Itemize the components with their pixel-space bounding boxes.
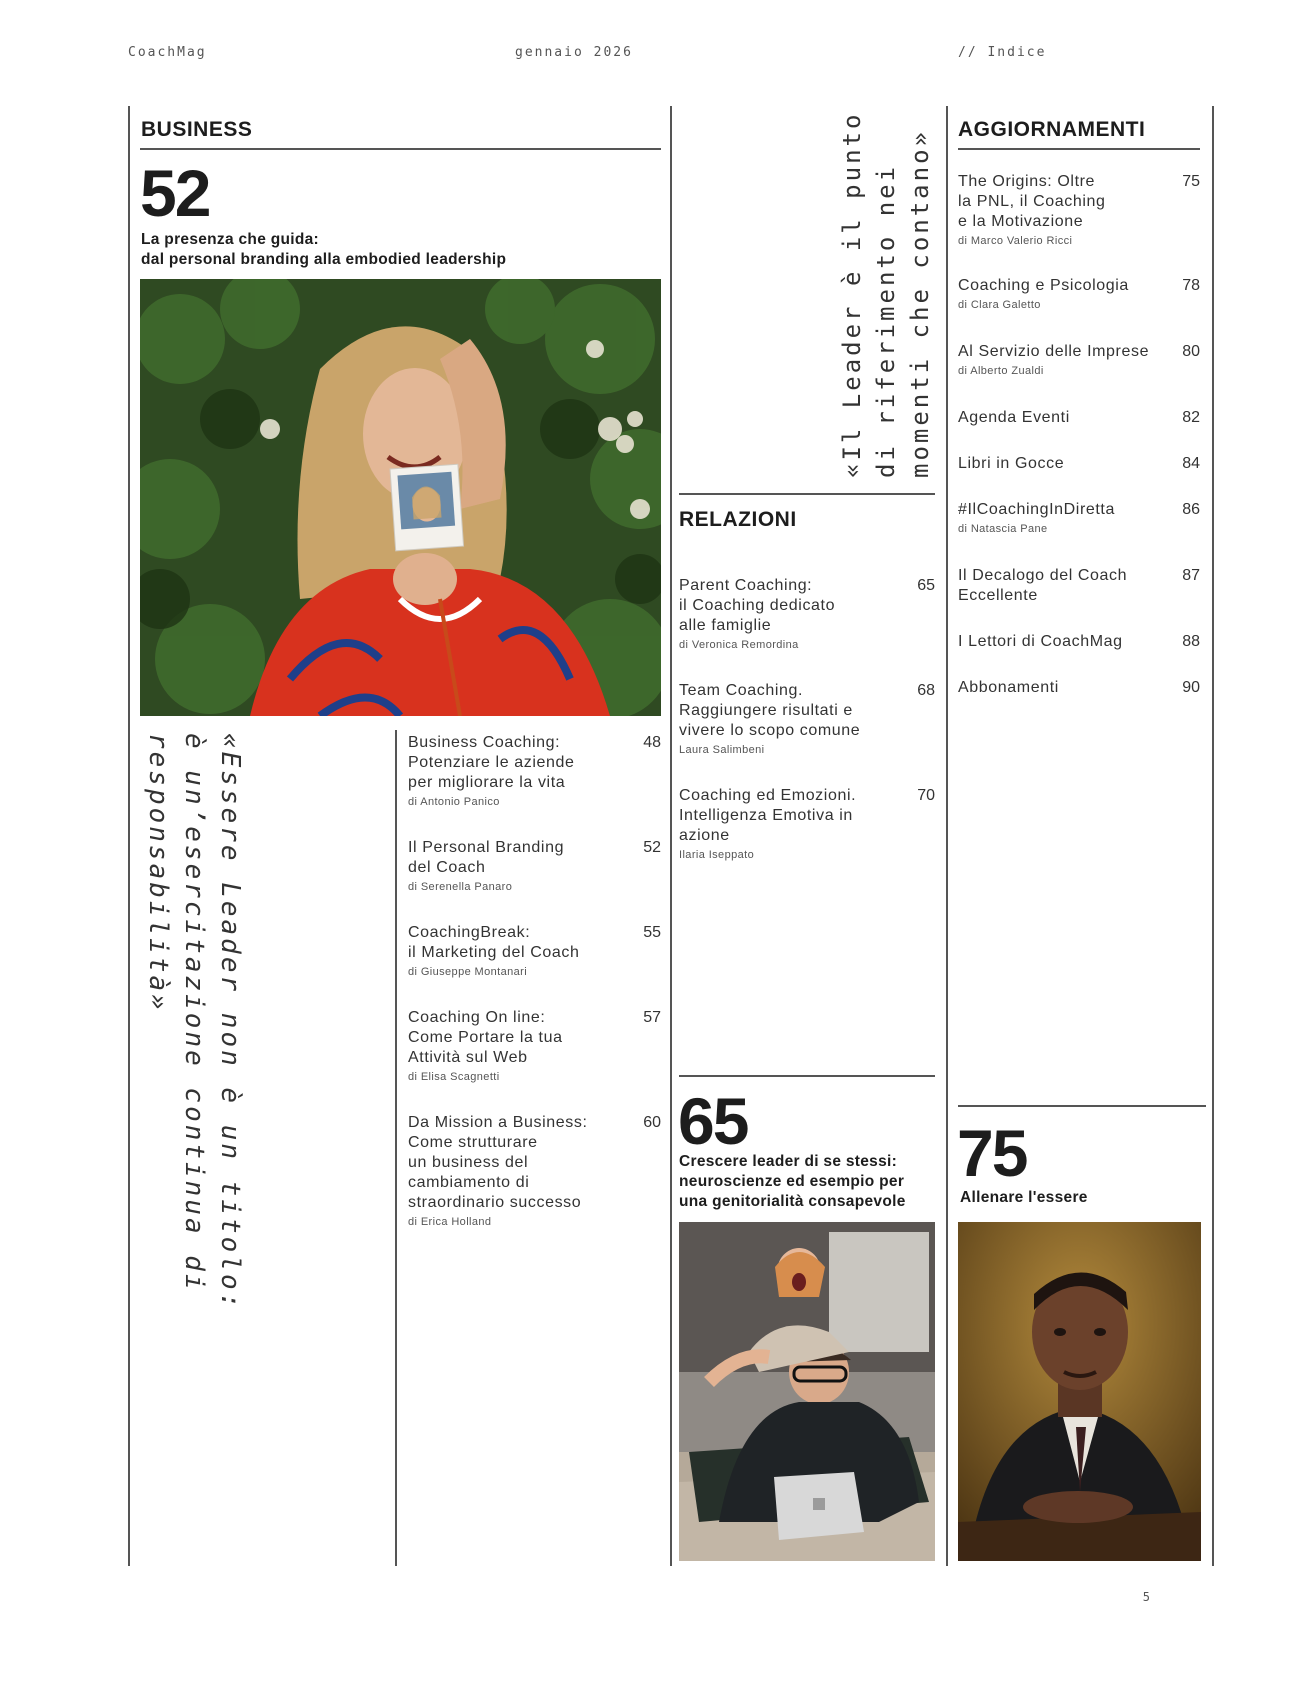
business-quote-text: «Essere Leader non è un titolo: è un’esercitazione continua di responsabilità» — [143, 733, 245, 1312]
business-feature-photo — [140, 279, 661, 716]
toc-item[interactable] — [408, 1008, 661, 1113]
section-divider — [679, 1075, 935, 1077]
section-divider — [958, 1105, 1206, 1107]
toc-item[interactable] — [408, 1113, 661, 1243]
toc-item-author: di Natascia Pane — [958, 523, 1048, 535]
toc-item-page: 78 — [1182, 277, 1200, 294]
toc-item-page: 80 — [1182, 343, 1200, 360]
toc-item-title: Coaching e Psicologia — [958, 277, 1129, 294]
father-child-illustration — [679, 1222, 935, 1561]
toc-item-page: 48 — [643, 734, 661, 751]
business-vertical-quote — [140, 733, 248, 1343]
speaker-portrait-illustration — [958, 1222, 1201, 1561]
toc-item-author: di Veronica Remordina — [679, 639, 799, 651]
aggiornamenti-section-title: AGGIORNAMENTI — [958, 118, 1146, 141]
toc-item-page: 57 — [643, 1009, 661, 1026]
toc-item-page: 90 — [1182, 679, 1200, 696]
toc-item-author: di Serenella Panaro — [408, 881, 513, 893]
column-rule — [1212, 106, 1214, 1566]
business-section-title: BUSINESS — [141, 118, 253, 141]
toc-item[interactable] — [408, 923, 661, 1008]
toc-item-author: di Elisa Scagnetti — [408, 1071, 500, 1083]
relazioni-vertical-quote — [835, 108, 940, 478]
toc-item-author: di Antonio Panico — [408, 796, 500, 808]
aggiornamenti-feature-photo — [958, 1222, 1201, 1561]
toc-item-title: Abbonamenti — [958, 679, 1059, 696]
header-date: gennaio 2026 — [515, 45, 633, 60]
toc-item[interactable] — [679, 681, 935, 786]
toc-item-author: di Alberto Zualdi — [958, 365, 1044, 377]
toc-item-page: 65 — [917, 577, 935, 594]
toc-item-title: Team Coaching. Raggiungere risultati e vivere lo scopo comune — [679, 682, 861, 739]
toc-item-author: di Marco Valerio Ricci — [958, 235, 1073, 247]
header-brand: CoachMag — [128, 45, 207, 60]
toc-item[interactable] — [679, 786, 935, 891]
toc-item[interactable] — [408, 838, 661, 923]
toc-item[interactable] — [958, 342, 1200, 408]
toc-item-page: 86 — [1182, 501, 1200, 518]
section-underline — [958, 148, 1200, 150]
toc-item-page: 82 — [1182, 409, 1200, 426]
toc-item[interactable] — [958, 408, 1200, 454]
toc-item-author: Laura Salimbeni — [679, 744, 765, 756]
relazioni-feature-title: Crescere leader di se stessi: neuroscienze ed esempio per una genitorialità consapevole — [679, 1153, 906, 1210]
toc-item[interactable] — [958, 276, 1200, 342]
toc-item-author: di Erica Holland — [408, 1216, 492, 1228]
toc-item[interactable] — [958, 500, 1200, 566]
aggiornamenti-feature-title: Allenare l'essere — [960, 1189, 1088, 1206]
column-rule — [128, 106, 130, 1566]
woman-polaroid-illustration — [140, 279, 661, 716]
business-feature-title-line2: dal personal branding alla embodied leadership — [141, 251, 507, 268]
toc-item-author: di Giuseppe Montanari — [408, 966, 528, 978]
business-feature-number: 52 — [140, 156, 210, 230]
toc-item[interactable] — [958, 632, 1200, 678]
toc-item-title: Libri in Gocce — [958, 455, 1065, 472]
toc-item[interactable] — [958, 678, 1200, 724]
toc-item[interactable] — [958, 566, 1200, 632]
relazioni-feature-photo — [679, 1222, 935, 1561]
toc-item-author: di Clara Galetto — [958, 299, 1041, 311]
aggiornamenti-toc-list — [958, 172, 1200, 724]
toc-item-title: Al Servizio delle Imprese — [958, 343, 1150, 360]
toc-item-page: 87 — [1182, 567, 1200, 584]
column-rule — [395, 730, 397, 1566]
business-toc-list — [408, 733, 661, 1243]
toc-item-page: 55 — [643, 924, 661, 941]
toc-item-title: Coaching ed Emozioni. Intelligenza Emotiva in azione — [679, 787, 857, 844]
toc-item-author: Ilaria Iseppato — [679, 849, 755, 861]
column-rule — [670, 106, 672, 1566]
column-rule — [946, 106, 948, 1566]
toc-item-title: Business Coaching: Potenziare le aziende per migliorare la vita — [408, 734, 575, 791]
aggiornamenti-feature-number: 75 — [957, 1116, 1027, 1190]
business-feature-title-line1: La presenza che guida: — [141, 231, 320, 248]
toc-item[interactable] — [958, 172, 1200, 276]
header-section: // Indice — [958, 45, 1047, 60]
relazioni-section-title: RELAZIONI — [679, 508, 797, 531]
toc-item-page: 84 — [1182, 455, 1200, 472]
toc-item-title: #IlCoachingInDiretta — [958, 501, 1115, 518]
toc-item-title: Parent Coaching: il Coaching dedicato alle famiglie — [679, 577, 836, 634]
relazioni-quote-text: «Il Leader è il punto di riferimento nei momenti che contano» — [838, 111, 934, 478]
toc-item-title: Il Decalogo del Coach Eccellente — [958, 567, 1128, 604]
toc-item[interactable] — [958, 454, 1200, 500]
toc-item-page: 68 — [917, 682, 935, 699]
relazioni-feature-number: 65 — [678, 1084, 748, 1158]
section-divider — [679, 493, 935, 495]
page-number: 5 — [1142, 1590, 1150, 1604]
toc-item-title: Il Personal Branding del Coach — [408, 839, 565, 876]
toc-item-title: Agenda Eventi — [958, 409, 1070, 426]
toc-item-title: I Lettori di CoachMag — [958, 633, 1123, 650]
toc-item-page: 75 — [1182, 173, 1200, 190]
toc-item-title: Da Mission a Business: Come strutturare un business del cambiamento di straordinario successo — [408, 1114, 588, 1211]
toc-item-title: CoachingBreak: il Marketing del Coach — [408, 924, 580, 961]
toc-item[interactable] — [408, 733, 661, 838]
relazioni-toc-list — [679, 576, 935, 891]
section-underline — [140, 148, 661, 150]
toc-item-page: 88 — [1182, 633, 1200, 650]
business-feature-title — [141, 230, 506, 270]
toc-item-page: 70 — [917, 787, 935, 804]
toc-item-page: 52 — [643, 839, 661, 856]
toc-item-title: The Origins: Oltre la PNL, il Coaching e la Motivazione — [958, 173, 1106, 230]
toc-item-page: 60 — [643, 1114, 661, 1131]
toc-item-title: Coaching On line: Come Portare la tua Attività sul Web — [408, 1009, 563, 1066]
toc-item[interactable] — [679, 576, 935, 681]
